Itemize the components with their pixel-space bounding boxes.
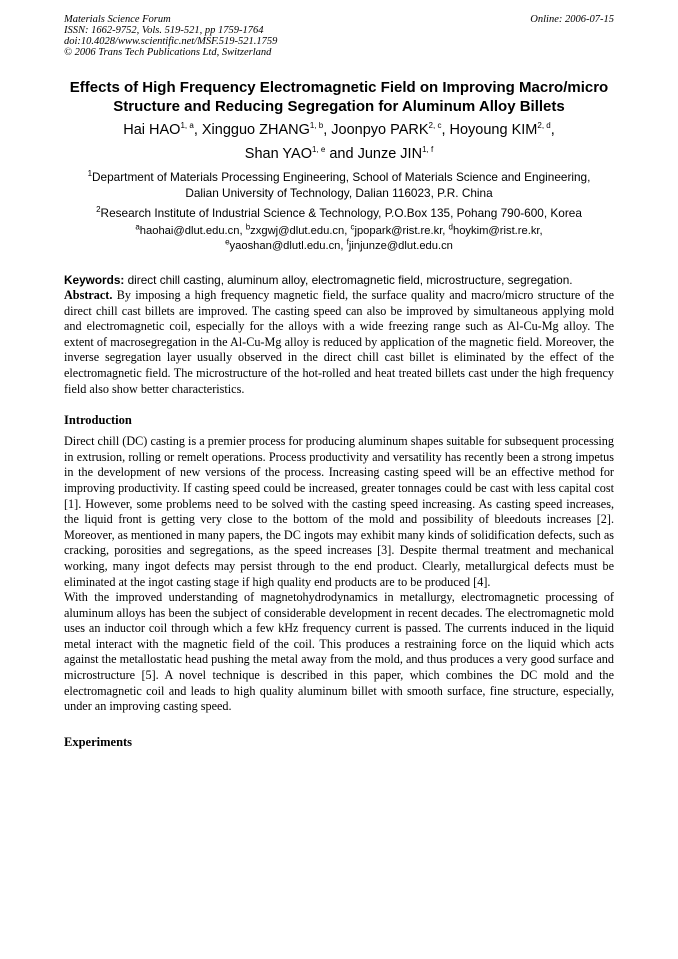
keywords-line (64, 272, 614, 288)
email-sup: f (346, 237, 349, 247)
publication-header (64, 14, 614, 58)
author-affil-sup: 1, e (311, 145, 326, 155)
email-sup: e (225, 237, 230, 247)
author-separator: , (323, 122, 332, 138)
affiliation-line: Research Institute of Industrial Science & Technology, P.O.Box 135, Pohang 790-600, Korea (100, 206, 582, 220)
affiliation-1 (64, 169, 614, 201)
introduction-heading: Introduction (64, 413, 132, 428)
introduction-paragraph-2: With the improved understanding of magnetohydrodynamics in metallurgy, electromagnetic processing of aluminum alloys has been the subject of considerable development in recent decades. The electromagnetic mold uses an inductor coil through which a few kHz frequency current is passed. The currents induced in the liquid metal interact with the magnetic field of the coil. This produces a restraining force on the liquid which acts against the metallostatic head pushing the metal away from the mold, and thus produces a very good surface and microstructure [5]. A novel technique is described in this paper, which combines the DC mold and the electromagnetic coil and leads to high quality aluminum billet with smooth surface, fine structure, especially, under an improving casting speed. (64, 590, 614, 714)
author-name: Junze JIN (357, 146, 423, 162)
experiments-heading: Experiments (64, 734, 133, 749)
introduction-paragraph-1: Direct chill (DC) casting is a premier process for producing aluminum shapes suitable for subsequent processing in extrusion, rolling or remelt operations. Process productivity and versatility has recently been a strong impetus in the development of new versions of the process. Increasing casting speed will be an effective method for improving productivity. If casting speed could be increased, greater tonnages could be cast with less capital cost [1]. However, some problems need to be solved with the casting speed increasing. As casting speed increases, the liquid front is getting very close to the bottom of the mold and possibility of bleedouts increases [2]. Moreover, as mentioned in many papers, the DC ingots may exhibit many kinds of solidification defects, such as cracking, porosities and segregations, as the speed increases [3]. Despite thermal treatment and mechanical working, many ingot defects may persist through to the end product. Clearly, metallurgical defects must be eliminated at the ingot casting stage if high quality end products are to be produced [4]. (64, 434, 614, 589)
abstract (64, 288, 614, 397)
author-affil-sup: 2, d (537, 121, 551, 131)
email-sup: a (135, 222, 140, 232)
email-list: $^a$haohai@dlut.edu.cn, $^b$zxgwj@dlut.edu.cn, $^c$jpopark@rist.re.kr, $^d$hoykim@rist.re.kr, $^e$yaoshan@dlutl.edu.cn, $^f$jinjunze@dlut.edu.cn (135, 222, 543, 252)
email-address: zxgwj@dlut.edu.cn (250, 225, 345, 237)
author-name: Hoyoung KIM (449, 122, 538, 138)
copyright-line: © 2006 Trans Tech Publications Ltd, Switzerland (64, 47, 272, 58)
keywords-label: Keywords: (64, 273, 125, 287)
affiliation-2 (64, 205, 614, 221)
email-address: haohai@dlut.edu.cn (139, 225, 240, 237)
author-affil-sup: 1, f (422, 145, 434, 155)
doi-line: doi:10.4028/www.scientific.net/MSF.519-521.1759 (64, 36, 278, 47)
author-list (64, 118, 614, 166)
email-address: hoykim@rist.re.kr (452, 225, 540, 237)
author-affil-sup: 1, b (309, 121, 324, 131)
author-name: Xingguo ZHANG (201, 122, 310, 138)
author-separator: , (441, 122, 450, 138)
affiliation-line: Department of Materials Processing Engineering, School of Materials Science and Engineering, (92, 170, 591, 184)
paper-page (64, 14, 614, 750)
author-name: Hai HAO (123, 122, 181, 138)
email-sup: b (245, 222, 251, 232)
keywords-text: direct chill casting, aluminum alloy, electromagnetic field, microstructure, segregation. (127, 273, 573, 287)
email-address: yaoshan@dlutl.edu.cn (229, 240, 341, 252)
author-name: Shan YAO (244, 146, 312, 162)
journal-name: Materials Science Forum (64, 14, 171, 25)
affiliation-line: Dalian University of Technology, Dalian 116023, P.R. China (185, 186, 493, 200)
issn-line: ISSN: 1662-9752, Vols. 519-521, pp 1759-1764 (64, 25, 264, 36)
affiliation-sup: 1 (87, 169, 93, 179)
author-affil-sup: 1, a (180, 121, 194, 131)
email-address: jinjunze@dlut.edu.cn (348, 240, 453, 252)
online-date: Online: 2006-07-15 (530, 14, 614, 25)
email-sup: d (448, 222, 453, 232)
abstract-label: Abstract. (64, 288, 113, 302)
author-separator: , (193, 122, 202, 138)
paper-title: Effects of High Frequency Electromagnetic Field on Improving Macro/micro Structure and Reducing Segregation for Aluminum Alloy Billets (69, 79, 609, 115)
abstract-text: By imposing a high frequency magnetic field, the surface quality and macro/micro structure of the direct chill cast billets are improved. The casting speed can also be improved by simultaneous applying mold and electromagnetic coil, especially for the alloys with a wide freezing range such as Al-Cu-Mg alloy. The extent of macrosegregation in the Al-Cu-Mg alloy is reduced by application of the magnetic field. Moreover, the inverse segregation layer usually observed in the direct chill cast billet is eliminated by the effect of the electromagnetic field. The microstructure of the hot-rolled and heat treated billets cast under the high frequency field also show better characteristics. (64, 288, 614, 396)
author-name: Joonpyo PARK (331, 122, 429, 138)
email-sup: c (350, 222, 355, 232)
author-separator: , (550, 122, 555, 138)
author-affil-sup: 2, c (428, 121, 442, 131)
author-separator: and (325, 146, 358, 162)
affiliation-sup: 2 (96, 205, 101, 215)
email-address: jpopark@rist.re.kr (354, 225, 443, 237)
